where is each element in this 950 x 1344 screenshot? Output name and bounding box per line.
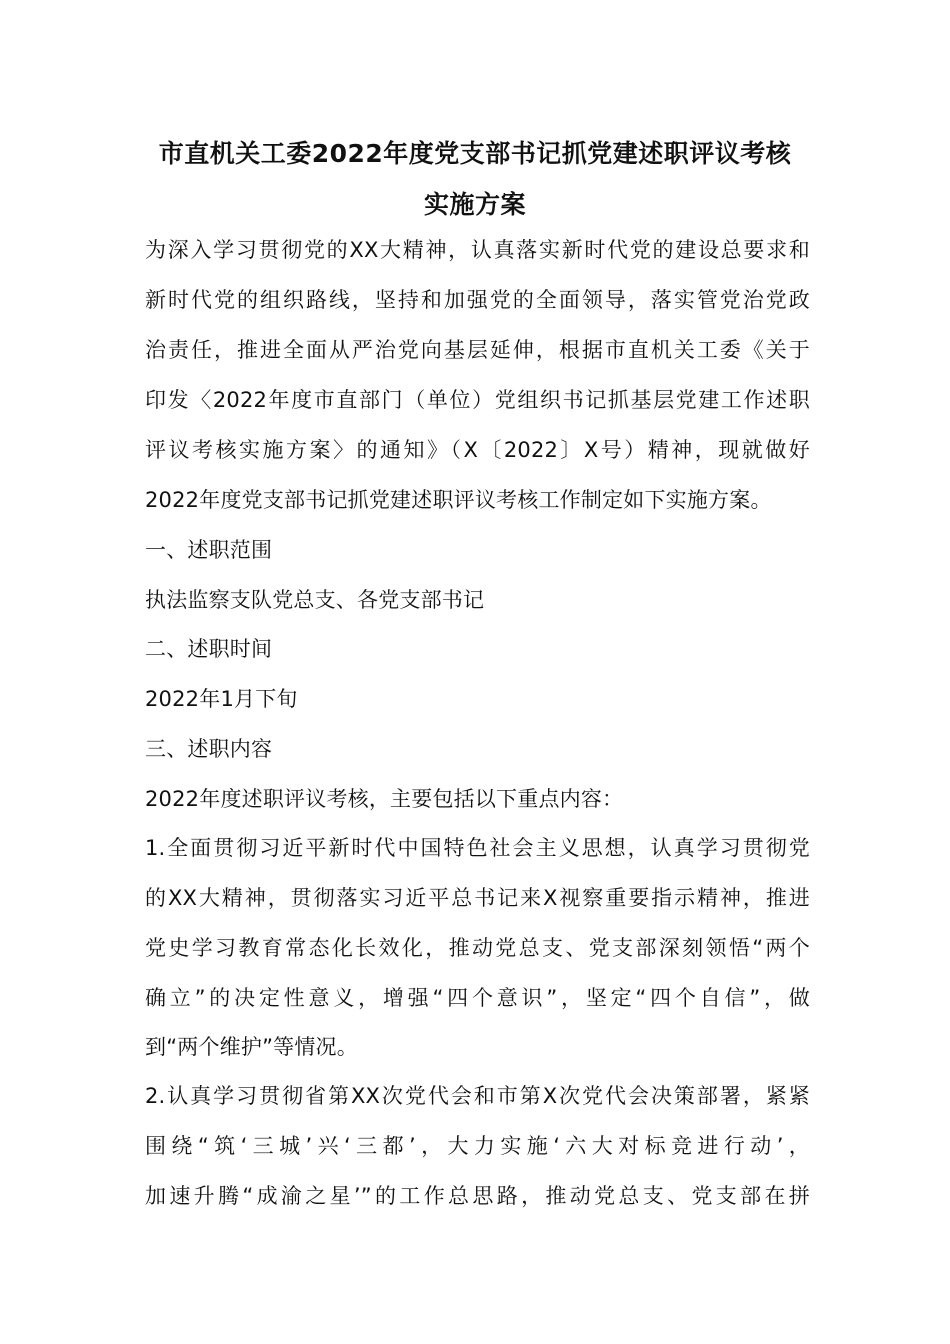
item-1-line-2: 的XX大精神，贯彻落实习近平总书记来X视察重要指示精神，推进 xyxy=(145,886,810,910)
item-1-line-1: 1.全面贯彻习近平新时代中国特色社会主义思想，认真学习贯彻党 xyxy=(145,836,810,860)
item-1-line-5: 到“两个维护”等情况。 xyxy=(145,1035,358,1059)
intro-line-5: 评议考核实施方案〉的通知》（X〔2022〕X号）精神，现就做好 xyxy=(145,438,810,462)
section-1-text: 执法监察支队党总支、各党支部书记 xyxy=(145,588,485,612)
intro-line-4: 印发〈2022年度市直部门（单位）党组织书记抓基层党建工作述职 xyxy=(145,388,810,412)
item-2-line-1: 2.认真学习贯彻省第XX次党代会和市第X次党代会决策部署，紧紧 xyxy=(145,1084,810,1108)
document-title-line-2: 实施方案 xyxy=(423,190,526,219)
section-2-heading: 二、述职时间 xyxy=(145,637,273,661)
intro-line-3: 治责任，推进全面从严治党向基层延伸，根据市直机关工委《关于 xyxy=(145,338,810,362)
item-1-line-3: 党史学习教育常态化长效化，推动党总支、党支部深刻领悟“两个 xyxy=(145,936,810,960)
section-2-text: 2022年1月下旬 xyxy=(145,687,298,711)
intro-line-1: 为深入学习贯彻党的XX大精神，认真落实新时代党的建设总要求和 xyxy=(145,238,810,262)
intro-line-2: 新时代党的组织路线，坚持和加强党的全面领导，落实管党治党政 xyxy=(145,288,810,312)
intro-line-6: 2022年度党支部书记抓党建述职评议考核工作制定如下实施方案。 xyxy=(145,488,772,512)
section-1-heading: 一、述职范围 xyxy=(145,538,273,562)
section-3-heading: 三、述职内容 xyxy=(145,737,273,761)
section-3-intro: 2022年度述职评议考核，主要包括以下重点内容： xyxy=(145,787,624,811)
document-title-line-1: 市直机关工委2022年度党支部书记抓党建述职评议考核 xyxy=(158,139,792,168)
item-2-line-3: 加速升腾“成渝之星’”的工作总思路，推动党总支、党支部在拼 xyxy=(145,1184,810,1208)
item-2-line-2: 围绕“筑‘三城’兴‘三都’，大力实施‘六大对标竞进行动’， xyxy=(145,1134,810,1158)
item-1-line-4: 确立”的决定性意义，增强“四个意识”，坚定“四个自信”，做 xyxy=(145,986,810,1010)
